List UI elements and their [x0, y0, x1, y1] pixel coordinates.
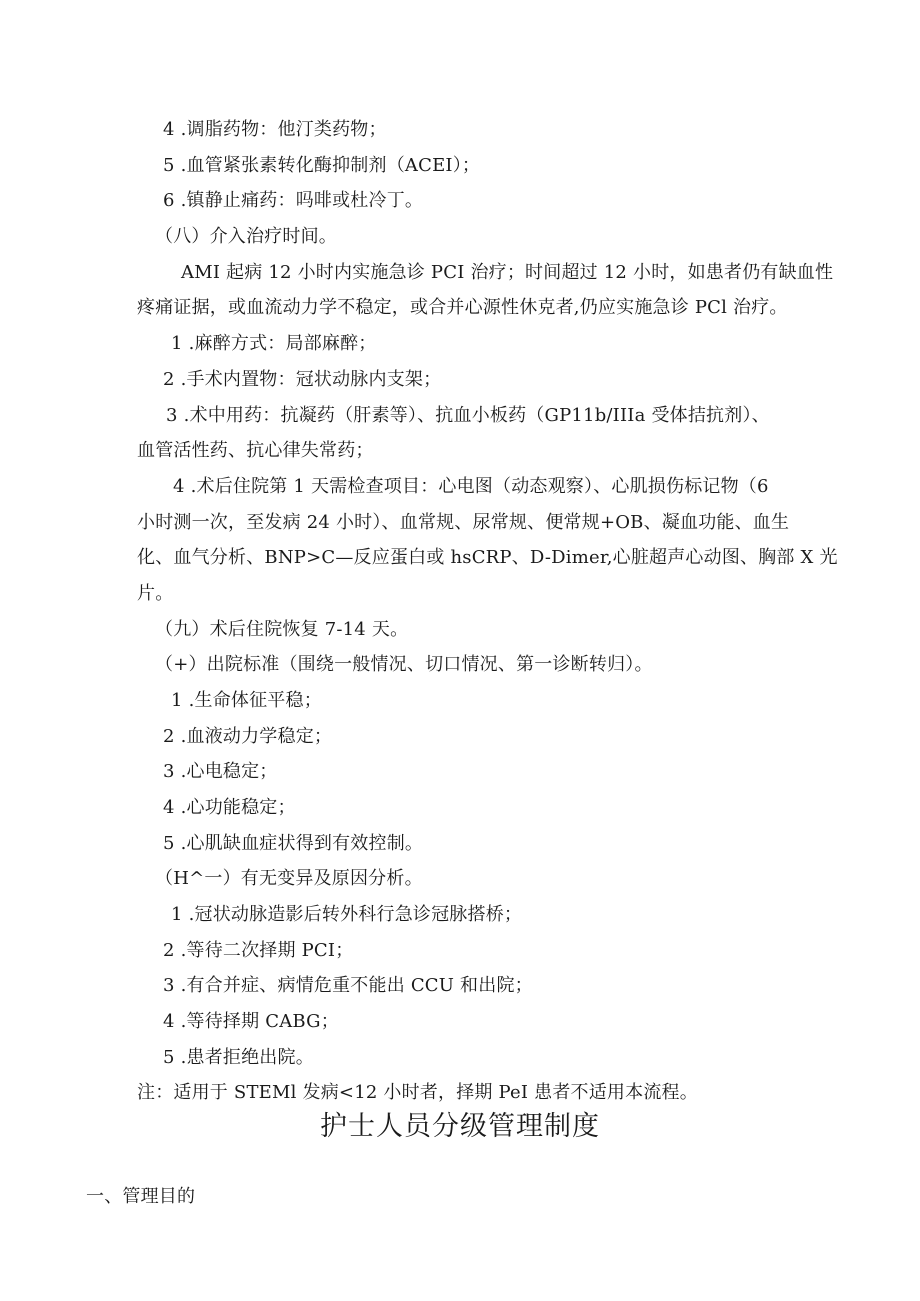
- paragraph-line: 小时测一次，至发病 24 小时）、血常规、尿常规、便常规+OB、凝血功能、血生: [137, 512, 790, 533]
- drug-item-4: 4 .调脂药物：他汀类药物；: [163, 119, 387, 140]
- list-item: 1 .麻醉方式：局部麻醉；: [171, 333, 377, 354]
- paragraph-line: 片。: [137, 583, 174, 604]
- list-item: 1 .冠状动脉造影后转外科行急诊冠脉搭桥；: [171, 904, 523, 925]
- list-item: 4 .心功能稳定；: [163, 797, 296, 818]
- list-item: 5 .患者拒绝出院。: [163, 1047, 314, 1068]
- list-item: 2 .血液动力学稳定；: [163, 726, 333, 747]
- list-item: 3 .术中用药：抗凝药（肝素等）、抗血小板药（GP11b/IIIa 受体拮抗剂）、: [166, 405, 770, 426]
- drug-item-5: 5 .血管紧张素转化酶抑制剂（ACEI）；: [163, 155, 481, 176]
- paragraph-line: 疼痛证据，或血流动力学不稳定，或合并心源性休克者,仍应实施急诊 PCl 治疗。: [137, 297, 788, 318]
- list-item: 2 .等待二次择期 PCI；: [163, 940, 354, 961]
- paragraph-line: AMI 起病 12 小时内实施急诊 PCI 治疗；时间超过 12 小时，如患者仍有缺血性: [181, 262, 834, 283]
- list-item: 4 .术后住院第 1 天需检查项目：心电图（动态观察）、心肌损伤标记物（6: [173, 476, 769, 497]
- section-heading: 一、管理目的: [86, 1186, 196, 1207]
- list-item: 3 .心电稳定；: [163, 761, 278, 782]
- paragraph-line: 血管活性药、抗心律失常药；: [137, 440, 374, 461]
- document-title: 护士人员分级管理制度: [320, 1111, 600, 1142]
- section-8-heading: （八）介入治疗时间。: [155, 226, 337, 247]
- list-item: 4 .等待择期 CABG；: [163, 1011, 339, 1032]
- section-11-heading: （H^一）有无变异及原因分析。: [155, 868, 423, 889]
- footnote: 注：适用于 STEMl 发病<12 小时者，择期 PeI 患者不适用本流程。: [137, 1082, 698, 1103]
- list-item: 1 .生命体征平稳；: [171, 690, 322, 711]
- section-10-heading: （+）出院标准（围绕一般情况、切口情况、第一诊断转归）。: [155, 654, 653, 675]
- drug-item-6: 6 .镇静止痛药：吗啡或杜冷丁。: [163, 190, 424, 211]
- paragraph-line: 化、血气分析、BNP>C—反应蛋白或 hsCRP、D-Dimer,心脏超声心动图、胸部 X 光: [137, 547, 838, 568]
- list-item: 3 .有合并症、病情危重不能出 CCU 和出院；: [163, 975, 533, 996]
- list-item: 5 .心肌缺血症状得到有效控制。: [163, 833, 424, 854]
- list-item: 2 .手术内置物：冠状动脉内支架；: [163, 369, 442, 390]
- section-9-heading: （九）术后住院恢复 7-14 天。: [155, 619, 409, 640]
